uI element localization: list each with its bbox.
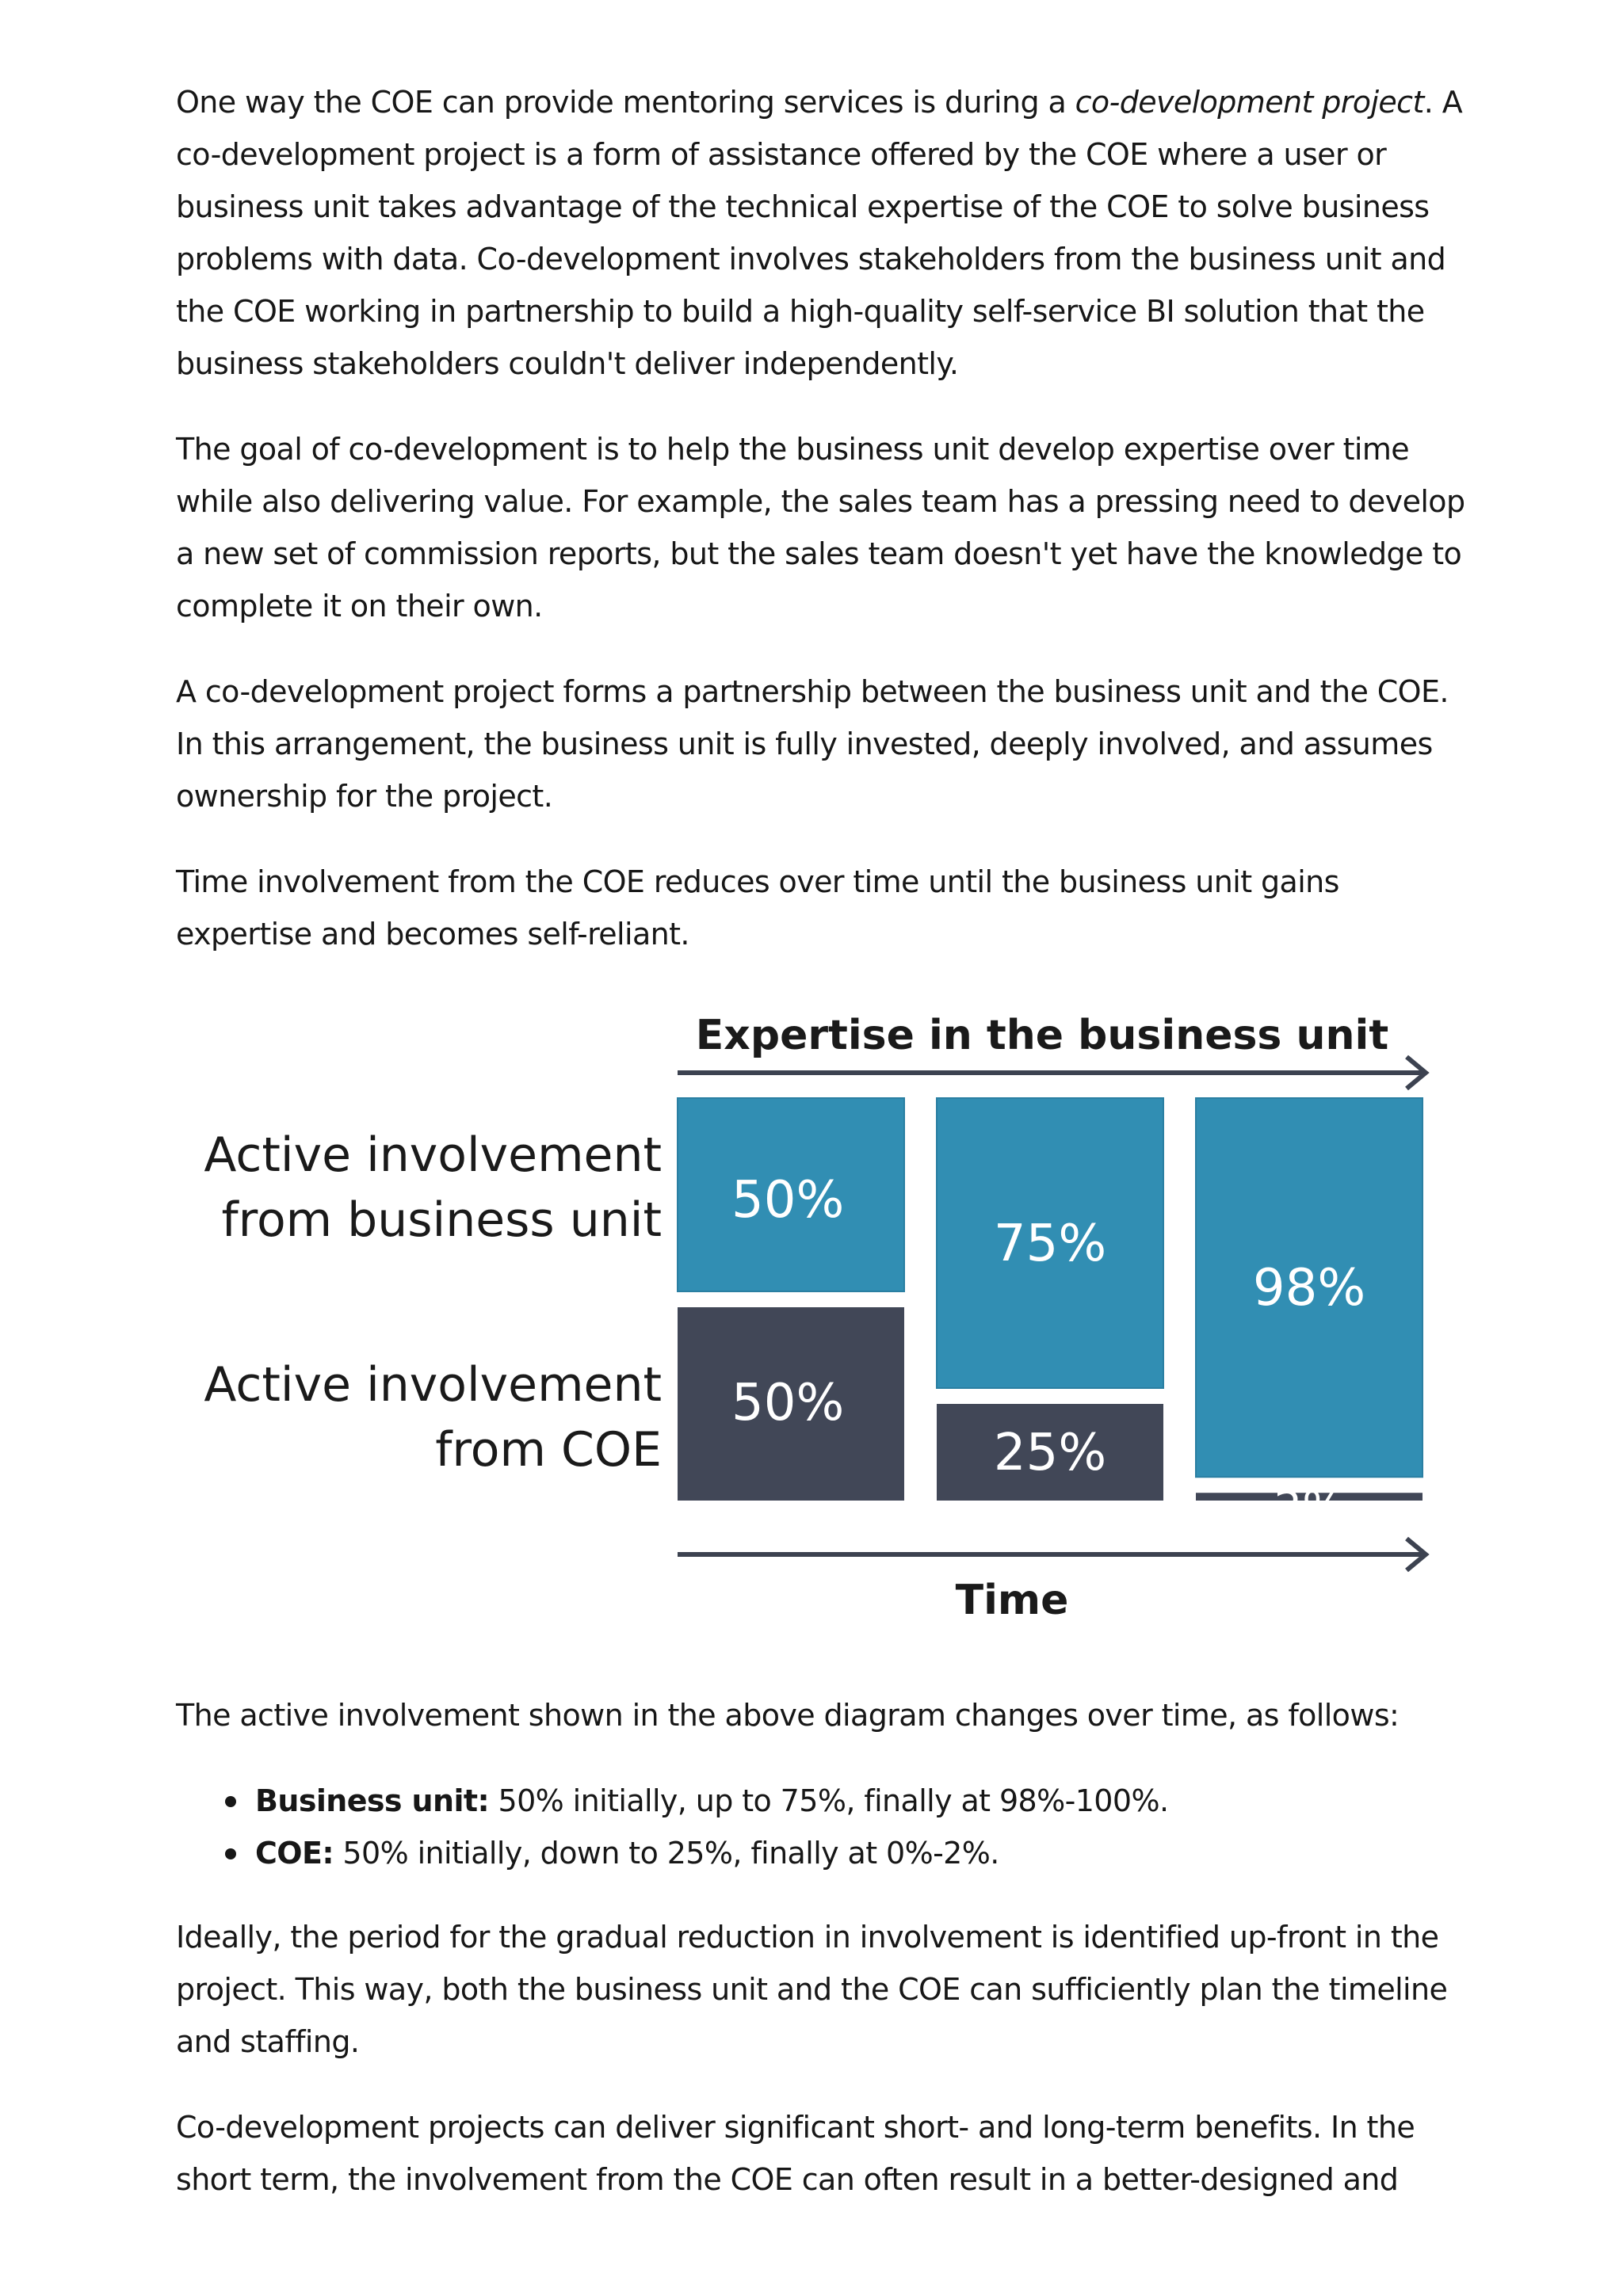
bullet-dot-icon	[225, 1796, 236, 1807]
bullet-term: Business unit:	[255, 1783, 490, 1818]
paragraph-co-development-intro: One way the COE can provide mentoring services is during a co-development project. A co-development project is a form of assistance offered by the COE where a user or business unit takes advantage of the technical expertise of the COE to solve business problems with data. Co-development involves stakeholders from the business unit and the COE working in partnership to build a high-quality self-service BI solution that the business stakeholders couldn't deliver independently.	[176, 85, 1463, 381]
business-value-label-3: 98%	[1252, 1259, 1366, 1318]
bullet-text: 50% initially, down to 25%, finally at 0%-2%.	[333, 1836, 999, 1871]
paragraph-benefits: Co-development projects can deliver significant short- and long-term benefits. In the short term, the involvement from the COE can often result in a better-designed and	[176, 2110, 1415, 2197]
bullet-term: COE:	[255, 1836, 334, 1871]
row-label-coe-line2: from COE	[435, 1422, 662, 1478]
involvement-diagram-svg	[176, 1000, 1484, 1657]
paragraph-planning: Ideally, the period for the gradual reduction in involvement is identified up-front in the project. This way, both the business unit and the COE can sufficiently plan the timeline and staffing.	[176, 1920, 1448, 2059]
involvement-bullet-list	[176, 1775, 1484, 1879]
paragraph-diagram-summary: The active involvement shown in the above diagram changes over time, as follows:	[176, 1698, 1400, 1733]
bullet-coe	[255, 1827, 1484, 1879]
bottom-arrow-label: Time	[955, 1577, 1069, 1624]
row-label-business-line1: Active involvement	[204, 1127, 662, 1183]
top-arrow-label: Expertise in the business unit	[695, 1012, 1389, 1059]
paragraph-time-involvement: Time involvement from the COE reduces over time until the business unit gains expertise and becomes self-reliant.	[176, 864, 1339, 952]
article-body	[176, 76, 1484, 2239]
row-label-business-line2: from business unit	[221, 1192, 662, 1248]
bullet-business-unit	[255, 1775, 1484, 1827]
paragraph-goal: The goal of co-development is to help the business unit develop expertise over time while also delivering value. For example, the sales team has a pressing need to develop a new set of commission reports, but the sales team doesn't yet have the knowledge to complete it on their own.	[176, 432, 1465, 624]
co-development-term: co-development project	[1075, 85, 1424, 120]
coe-value-label-2: 25%	[993, 1424, 1107, 1482]
involvement-diagram	[176, 1000, 1484, 1657]
bullet-dot-icon	[225, 1848, 236, 1859]
bullet-text: 50% initially, up to 75%, finally at 98%-100%.	[489, 1783, 1169, 1818]
business-value-label-2: 75%	[993, 1215, 1107, 1273]
bars-group	[678, 1098, 1423, 1534]
coe-value-label-3: 2%	[1274, 1482, 1345, 1534]
row-label-coe-line1: Active involvement	[204, 1357, 662, 1413]
business-value-label-1: 50%	[731, 1171, 845, 1230]
paragraph-partnership: A co-development project forms a partnership between the business unit and the COE. In this arrangement, the business unit is fully invested, deeply involved, and assumes ownership for the project.	[176, 674, 1449, 814]
coe-value-label-1: 50%	[731, 1374, 845, 1432]
